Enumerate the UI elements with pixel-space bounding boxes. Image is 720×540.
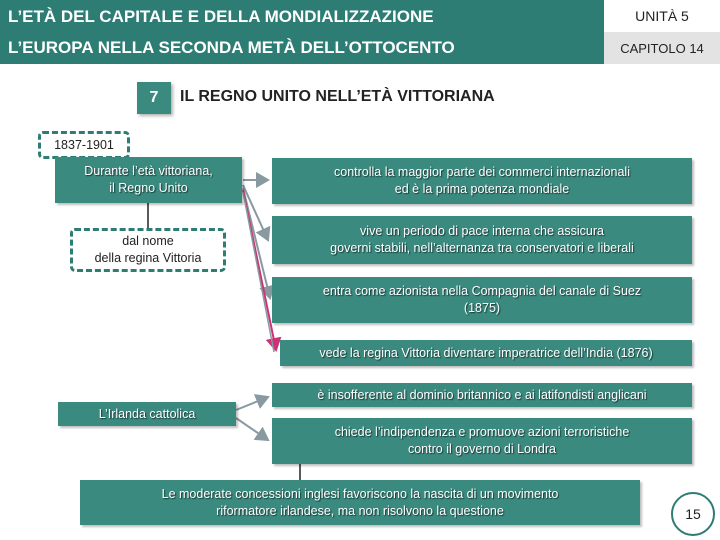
right-box-4-line1: vede la regina Vittoria diventare imperatrice dell’India (1876)	[319, 345, 653, 360]
right-box-1-line2: ed è la prima potenza mondiale	[394, 182, 570, 196]
chapter-label-text: CAPITOLO 14	[620, 40, 704, 56]
page-number-badge	[671, 492, 715, 536]
queen-name-box	[70, 228, 226, 272]
right-box-6	[272, 418, 692, 464]
right-box-2-line1: vive un periodo di pace interna che assicura	[360, 224, 604, 239]
period-label	[38, 131, 130, 159]
arrow-to-box4-shadow	[243, 192, 274, 352]
page-number: 15	[685, 506, 701, 522]
right-box-3-line1: entra come azionista nella Compagnia del canale di Suez	[322, 284, 642, 299]
right-box-5	[272, 383, 692, 407]
header-title-line2-text: L’EUROPA NELLA SECONDA METÀ DELL’OTTOCENTO	[8, 38, 455, 57]
arrow-ireland-to-box6	[236, 418, 268, 440]
arrow-ireland-to-box5	[236, 397, 268, 410]
queen-name-line1: dal nome	[122, 234, 174, 249]
right-box-3	[272, 277, 692, 323]
right-box-2-line2: governi stabili, nell’alternanza tra conservatori e liberali	[330, 241, 634, 255]
section-title: IL REGNO UNITO NELL’ETÀ VITTORIANA	[180, 88, 495, 105]
arrow-to-box3	[243, 188, 270, 298]
ireland-box	[58, 402, 236, 426]
victorian-age-line1: Durante l’età vittoriana,	[84, 164, 213, 179]
queen-name-line2: della regina Vittoria	[94, 251, 202, 265]
period-text: 1837-1901	[54, 137, 114, 152]
right-box-3-line2: (1875)	[463, 301, 501, 315]
header-title-line1-text: L’ETÀ DEL CAPITALE E DELLA MONDIALIZZAZIONE	[8, 7, 434, 26]
right-box-4	[280, 340, 692, 366]
right-box-5-line1: è insofferente al dominio britannico e ai latifondisti anglicani	[317, 387, 647, 402]
unit-label-text: UNITÀ 5	[635, 8, 689, 24]
right-box-1	[272, 158, 692, 204]
conclusion-line2: riformatore irlandese, ma non risolvono la questione	[216, 503, 504, 518]
right-box-1-line1: controlla la maggior parte dei commerci internazionali	[334, 165, 630, 180]
victorian-age-line2: il Regno Unito	[109, 181, 188, 195]
victorian-age-box	[55, 157, 242, 203]
section-number: 7	[149, 89, 159, 106]
right-box-2	[272, 216, 692, 264]
ireland-text: L’Irlanda cattolica	[98, 406, 196, 421]
right-box-6-line2: contro il governo di Londra	[407, 442, 556, 456]
right-box-6-line1: chiede l’indipendenza e promuove azioni terroristiche	[334, 425, 630, 440]
conclusion-box	[80, 480, 640, 525]
conclusion-line1: Le moderate concessioni inglesi favoriscono la nascita di un movimento	[161, 486, 559, 501]
